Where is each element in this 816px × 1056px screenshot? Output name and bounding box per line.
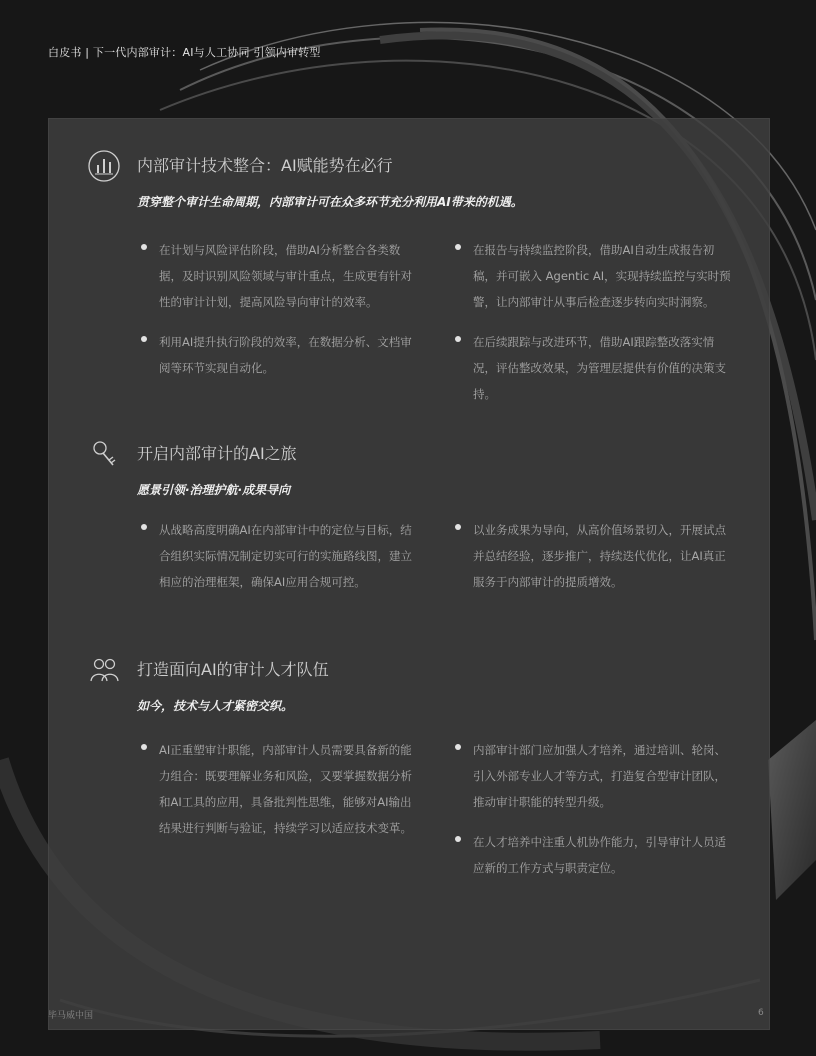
bullet-dot <box>455 244 461 250</box>
bullet-dot <box>455 744 461 750</box>
key-icon <box>87 437 121 471</box>
list-item <box>137 517 417 595</box>
left-column <box>137 517 417 609</box>
bullet-dot <box>141 744 147 750</box>
list-item <box>451 829 731 881</box>
section-title: 内部审计技术整合：AI赋能势在必行 <box>137 156 393 175</box>
bullet-dot <box>141 336 147 342</box>
list-item <box>137 737 417 841</box>
left-column <box>137 237 417 395</box>
list-item-text: 在后续跟踪与改进环节，借助AI跟踪整改落实情况，评估整改效果，为管理层提供有价值的决策支持。 <box>473 335 726 401</box>
right-column <box>451 237 731 421</box>
header-breadcrumb: 白皮书 | 下一代内部审计：AI与人工协同 引领内审转型 <box>48 46 321 59</box>
list-item <box>451 737 731 815</box>
bullet-dot <box>141 524 147 530</box>
page-number: 6 <box>758 1008 764 1018</box>
list-item <box>451 237 731 315</box>
section-title: 打造面向AI的审计人才队伍 <box>137 660 329 679</box>
list-item-text: 在人才培养中注重人机协作能力，引导审计人员适应新的工作方式与职责定位。 <box>473 835 726 875</box>
list-item-text: 利用AI提升执行阶段的效率，在数据分析、文档审阅等环节实现自动化。 <box>159 335 412 375</box>
list-item-text: 以业务成果为导向，从高价值场景切入，开展试点并总结经验，逐步推广，持续迭代优化，让AI真正服务于内部审计的提质增效。 <box>473 523 726 589</box>
bullet-dot <box>141 244 147 250</box>
section-title: 开启内部审计的AI之旅 <box>137 444 297 463</box>
list-item <box>451 329 731 407</box>
list-item-text: AI正重塑审计职能，内部审计人员需要具备新的能力组合：既要理解业务和风险，又要掌握数据分析和AI工具的应用，具备批判性思维，能够对AI输出结果进行判断与验证，持续学习以适应技术变革。 <box>159 743 412 835</box>
section-subtitle: 贯穿整个审计生命周期，内部审计可在众多环节充分利用AI带来的机遇。 <box>137 195 523 209</box>
footer-brand: 毕马威中国 <box>48 1011 94 1021</box>
section-subtitle: 愿景引领·治理护航·成果导向 <box>137 483 291 497</box>
list-item <box>137 237 417 315</box>
right-column <box>451 737 731 895</box>
people-icon <box>87 653 121 687</box>
list-item <box>137 329 417 381</box>
bullet-dot <box>455 336 461 342</box>
bullet-dot <box>455 524 461 530</box>
bullet-dot <box>455 836 461 842</box>
right-column <box>451 517 731 609</box>
bar-chart-icon <box>87 149 121 183</box>
list-item-text: 内部审计部门应加强人才培养，通过培训、轮岗、引入外部专业人才等方式，打造复合型审计团队，推动审计职能的转型升级。 <box>473 743 726 809</box>
section-subtitle: 如今，技术与人才紧密交织。 <box>137 699 294 713</box>
content-panel <box>48 118 770 1030</box>
list-item-text: 在计划与风险评估阶段，借助AI分析整合各类数据，及时识别风险领域与审计重点，生成更有针对性的审计计划，提高风险导向审计的效率。 <box>159 243 412 309</box>
left-column <box>137 737 417 855</box>
list-item <box>451 517 731 595</box>
list-item-text: 在报告与持续监控阶段，借助AI自动生成报告初稿，并可嵌入 Agentic AI，实现持续监控与实时预警，让内部审计从事后检查逐步转向实时洞察。 <box>473 243 731 309</box>
list-item-text: 从战略高度明确AI在内部审计中的定位与目标，结合组织实际情况制定切实可行的实施路线图，建立相应的治理框架，确保AI应用合规可控。 <box>159 523 412 589</box>
